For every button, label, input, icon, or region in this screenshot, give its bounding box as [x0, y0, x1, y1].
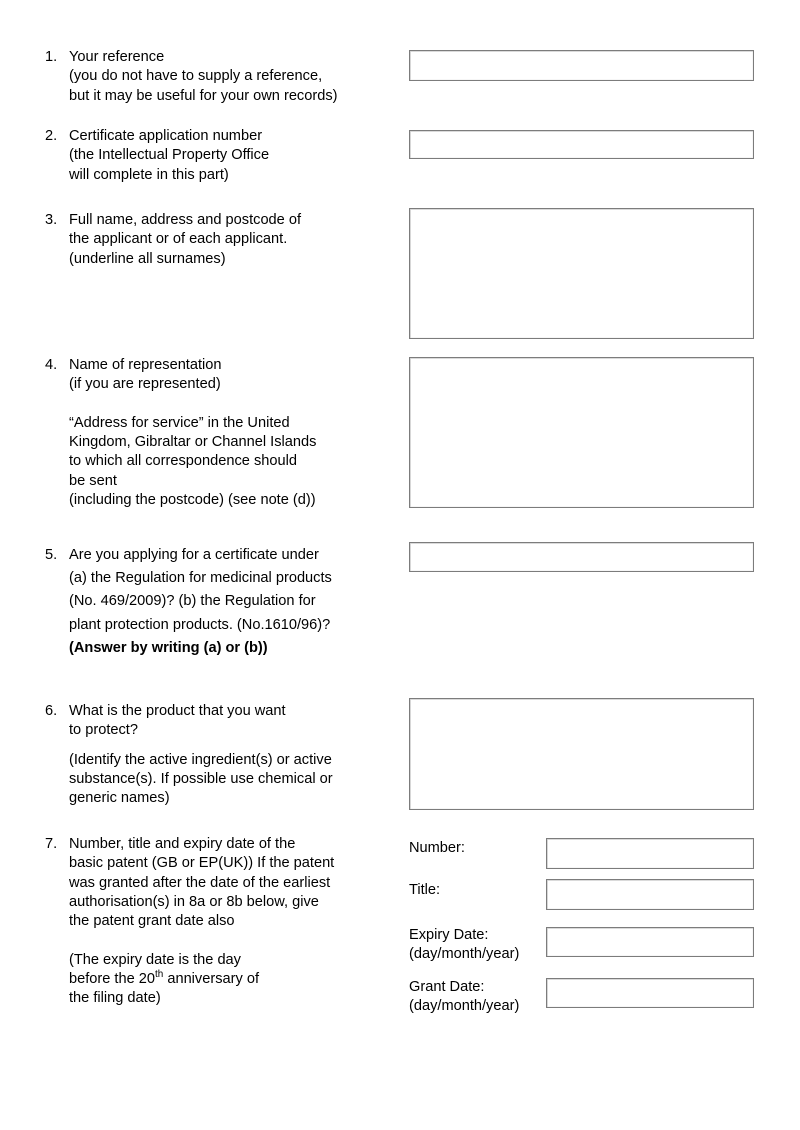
- question-6-spacer: [45, 741, 395, 751]
- question-3-line-3: (underline all surnames): [69, 250, 226, 267]
- question-4-line-6: be sent: [69, 472, 117, 489]
- question-4-line-7: (including the postcode) (see note (d)): [69, 492, 316, 509]
- answer-box-patent-grant-date[interactable]: [546, 978, 754, 1008]
- question-4-line-2: (if you are represented): [69, 376, 221, 393]
- ordinal-suffix: th: [155, 969, 164, 981]
- answer-box-regulation-type[interactable]: [409, 542, 754, 572]
- question-5-answer-instruction: (Answer by writing (a) or (b)): [69, 639, 268, 656]
- question-5-line-3: (No. 469/2009)? (b) the Regulation for: [69, 593, 316, 610]
- patent-expiry-date-label: Expiry Date: (day/month/year): [409, 927, 520, 963]
- patent-grant-date-label: Grant Date: (day/month/year): [409, 979, 520, 1015]
- answer-box-applicant-details[interactable]: [409, 208, 754, 339]
- question-7-note-line-3: the filing date): [69, 990, 161, 1007]
- question-4-line-1: 4. Name of representation: [45, 356, 395, 375]
- question-6-line-4: substance(s). If possible use chemical or: [69, 770, 333, 787]
- question-6-line-3: (Identify the active ingredient(s) or active: [69, 751, 332, 768]
- question-5-text: [45, 544, 395, 660]
- question-2-line-1: 2. Certificate application number: [45, 127, 395, 146]
- question-3-number: 3.: [45, 212, 58, 228]
- answer-box-your-reference[interactable]: [409, 50, 754, 81]
- question-1-number: 1.: [45, 49, 58, 65]
- question-2-line-3: will complete in this part): [69, 166, 229, 183]
- question-7-note-line-2: before the 20th anniversary of: [69, 969, 259, 988]
- question-7-line-2: basic patent (GB or EP(UK)) If the patent: [69, 855, 335, 872]
- question-1-line-3: but it may be useful for your own records): [69, 87, 338, 104]
- answer-box-patent-number[interactable]: [546, 838, 754, 869]
- question-2-line-2: (the Intellectual Property Office: [69, 147, 270, 164]
- question-6-line-2: to protect?: [69, 722, 138, 739]
- question-1-line-1: 1. Your reference: [45, 48, 395, 67]
- question-5-line-4: plant protection products. (No.1610/96)?: [69, 616, 331, 633]
- question-7-line-4: authorisation(s) in 8a or 8b below, give: [69, 893, 319, 910]
- question-4-line-4: Kingdom, Gibraltar or Channel Islands: [69, 434, 317, 451]
- question-4-spacer: [45, 395, 395, 414]
- question-7-number: 7.: [45, 836, 58, 852]
- question-4-line-3: “Address for service” in the United: [69, 414, 290, 431]
- question-6-line-1: 6. What is the product that you want: [45, 702, 395, 721]
- answer-box-address-for-service[interactable]: [409, 357, 754, 508]
- question-6-line-5: generic names): [69, 790, 170, 807]
- question-7-line-5: the patent grant date also: [69, 913, 235, 930]
- question-7-line-1: 7. Number, title and expiry date of the: [45, 835, 395, 854]
- patent-title-label: Title:: [409, 882, 441, 898]
- question-4-number: 4.: [45, 357, 58, 373]
- answer-box-certificate-application-number[interactable]: [409, 130, 754, 159]
- question-1-line-2: (you do not have to supply a reference,: [69, 68, 323, 85]
- question-5-number: 5.: [45, 547, 58, 563]
- question-4-line-5: to which all correspondence should: [69, 453, 297, 470]
- question-6-text: [45, 702, 395, 808]
- question-3-line-1: 3. Full name, address and postcode of: [45, 211, 395, 230]
- patent-number-label: Number:: [409, 840, 465, 856]
- question-6-number: 6.: [45, 703, 58, 719]
- question-2-number: 2.: [45, 128, 58, 144]
- question-1-text: [45, 48, 395, 106]
- answer-box-product[interactable]: [409, 698, 754, 810]
- question-2-text: [45, 127, 395, 185]
- question-7-spacer: [45, 931, 395, 950]
- question-7-line-3: was granted after the date of the earliest: [69, 874, 331, 891]
- question-3-text: [45, 211, 395, 269]
- question-4-text: [45, 356, 395, 510]
- question-7-note-line-1: (The expiry date is the day: [69, 951, 241, 968]
- question-5-line-2: (a) the Regulation for medicinal products: [69, 570, 332, 587]
- question-7-text: [45, 835, 395, 1009]
- question-5-line-1: 5. Are you applying for a certificate under: [45, 544, 395, 567]
- answer-box-patent-title[interactable]: [546, 879, 754, 910]
- question-3-line-2: the applicant or of each applicant.: [69, 231, 288, 248]
- answer-box-patent-expiry-date[interactable]: [546, 927, 754, 957]
